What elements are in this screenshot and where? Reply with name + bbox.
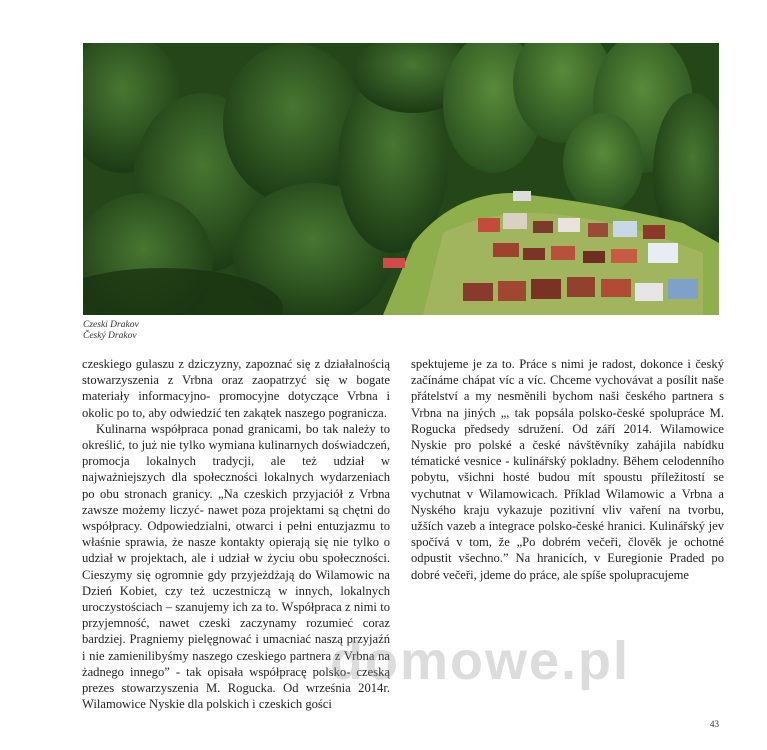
right-text-column	[411, 356, 724, 583]
left-paragraph-2: Kulinarna współpraca ponad granicami, bo tak należy to określić, to już nie tylko wymiana kulinarnych doświadczeń, promocja lokalnych tradycji, ale też udział w najważniejszych dla społeczności lokalnych wydarzeniach po obu stronach granicy. „Na czeskich przyjaciół z Vrbna zawsze możemy liczyć- nawet poza projektami są chętni do współpracy. Odpowiedzialni, otwarci i pełni entuzjazmu to właśnie sprawia, że nasze kontakty opierają się nie tylko o udział w projektach, ale i udział w życiu obu społeczności. Cieszymy się ogromnie gdy przyjeżdżają do Wilamowic na Dzień Kobiet, czy też uczestniczą w innych, lokalnych uroczystościach – szanujemy ich za to. Współpraca z nimi to przyjemność, nawet czeski zaczynamy rozumieć coraz bardziej. Pragniemy pielęgnować i umacniać naszą przyjaźń i nie zamienilibyśmy naszego czeskiego partnera z Vrbna na żadnego innego” - tak opisała współpracę polsko- czeską prezes stowarzyszenia M. Rogucka. Od września 2014r. Wilamowice Nyskie dla polskich i czeskich gości	[82, 421, 390, 712]
caption-polish: Czeski Drakov	[83, 320, 139, 330]
aerial-festival-photo	[83, 43, 719, 315]
watermark: domowe.pl	[330, 631, 630, 691]
left-paragraph-1: czeskiego gulaszu z dziczyzny, zapoznać się z działalnością stowarzyszenia z Vrbna oraz zaopatrzyć się w bogate materiały informacyjno- promocyjne dotyczące Vrbna i okolic po to, aby odwiedzić ten zakątek naszego pogranicza.	[82, 357, 390, 420]
left-text-column	[82, 356, 390, 712]
photo-caption	[83, 320, 139, 342]
forest-clearing-illustration	[83, 43, 719, 315]
caption-czech: Český Drakov	[83, 331, 137, 341]
right-paragraph-1: spektujeme je za to. Práce s nimi je radost, dokonce i český začínáme chápat víc a víc. Chceme vychovávat a posílit naše přátelství a my nesměnili bychom naši českého partnera s Vrbna na jiných „, tak popsála polsko-české spolupráce M. Rogucka předsedy sdružení. Od září 2014. Wilamowice Nyskie pro polské a české návštěvníky zahájila nabídku tématické vesnice - kulinářský pokladny. Během celodenního pobytu, všichni hosté budou mít spoustu příležitostí se vychutnat v Wilamowicach. Příklad Wilamowic a Vrbna a Nyského kraju vykazuje pozitivní vliv vaření na tvorbu, užších vazeb a integrace polsko-české hranici. Kulinářský jev spočívá v tom, že „Po dobrém večeři, člověk je ochotné odpustit všechno.” Na hranicích, v Euregionie Praded po dobré večeři, jdeme do práce, ale spíše spolupracujeme	[411, 357, 724, 582]
page-number: 43	[710, 719, 719, 729]
